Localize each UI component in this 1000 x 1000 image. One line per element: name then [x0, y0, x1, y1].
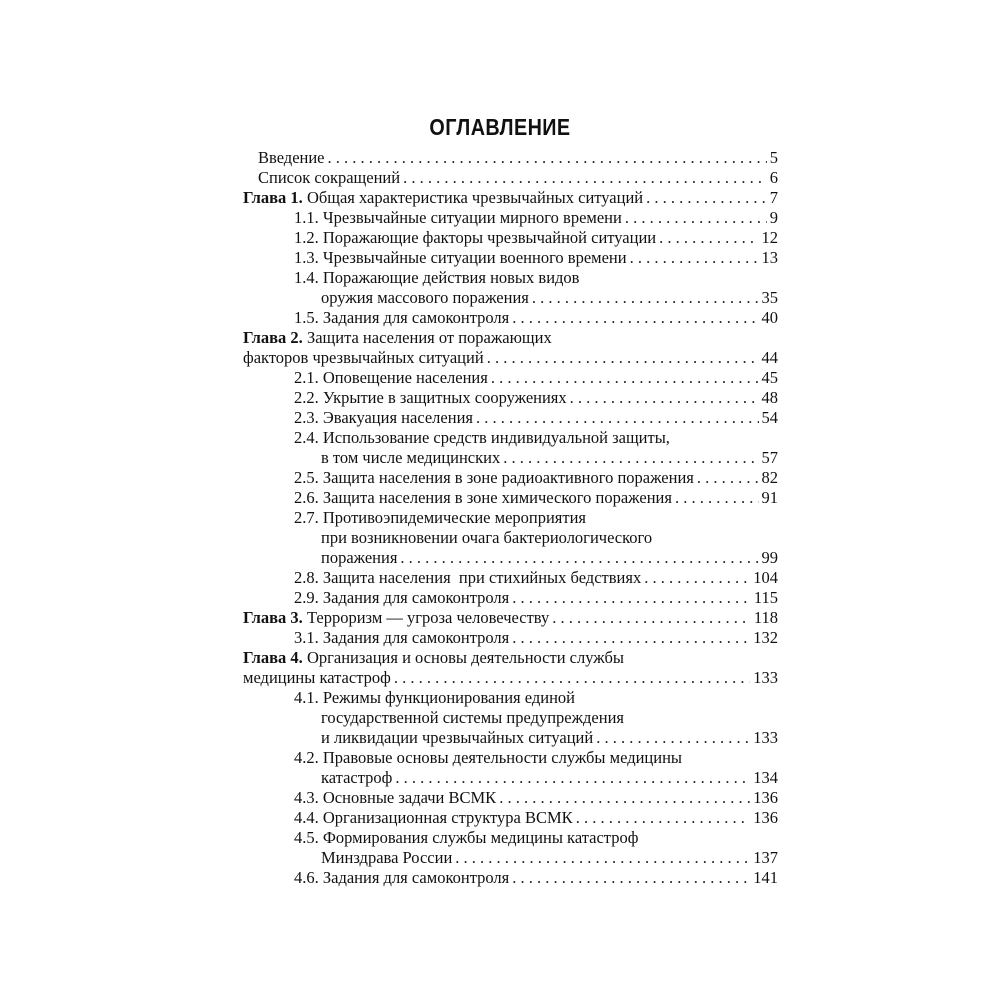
- dot-leader: [532, 288, 759, 308]
- toc-entry-label: государственной системы предупреждения: [321, 708, 624, 727]
- toc-entry-label: Общая характеристика чрезвычайных ситуаций: [306, 188, 644, 207]
- toc-section-2-9[interactable]: [294, 588, 778, 608]
- section-number: 2.5.: [294, 468, 319, 487]
- dot-leader: [512, 588, 751, 608]
- toc-entry-label: Укрытие в защитных сооружениях: [322, 388, 567, 407]
- toc-section-3-1[interactable]: [294, 628, 778, 648]
- page-number: 12: [761, 228, 778, 247]
- toc-entry-abbreviations[interactable]: [258, 168, 778, 188]
- toc-section-4-2[interactable]: [321, 768, 778, 788]
- dot-leader: [596, 728, 750, 748]
- toc-section-2-6[interactable]: [294, 488, 778, 508]
- dot-leader: [697, 468, 759, 488]
- page-number: 35: [761, 288, 778, 307]
- section-number: 2.6.: [294, 488, 319, 507]
- toc-section-2-2[interactable]: [294, 388, 778, 408]
- dot-leader: [659, 228, 758, 248]
- dot-leader: [644, 568, 750, 588]
- page-number: 57: [761, 448, 778, 467]
- toc-section-2-3[interactable]: [294, 408, 778, 428]
- page-number: 45: [761, 368, 778, 387]
- section-number: 1.2.: [294, 228, 319, 247]
- toc-section-4-5[interactable]: [321, 848, 778, 868]
- section-number: 4.4.: [294, 808, 319, 827]
- page-number: 132: [753, 628, 778, 647]
- toc-section-2-1[interactable]: [294, 368, 778, 388]
- toc-chapter-1[interactable]: [243, 188, 778, 208]
- toc-entry-label: Терроризм — угроза человечеству: [306, 608, 550, 627]
- dot-leader: [328, 148, 767, 168]
- page-number: 91: [761, 488, 778, 507]
- page-number: 133: [753, 668, 778, 687]
- toc-section-1-1[interactable]: [294, 208, 778, 228]
- toc-entry-label: Задания для самоконтроля: [322, 588, 510, 607]
- toc-section-4-5-line1[interactable]: [294, 828, 638, 848]
- dot-leader: [552, 608, 751, 628]
- section-number: 4.2.: [294, 748, 319, 767]
- dot-leader: [403, 168, 767, 188]
- section-number: 1.4.: [294, 268, 319, 287]
- dot-leader: [394, 668, 750, 688]
- toc-entry-label: поражения: [321, 548, 398, 567]
- toc-entry-label: Защита населения при стихийных бедствиях: [322, 568, 642, 587]
- toc-entry-label: Чрезвычайные ситуации военного времени: [322, 248, 627, 267]
- page-number: 5: [769, 148, 778, 167]
- toc-entry-label: и ликвидации чрезвычайных ситуаций: [321, 728, 594, 747]
- page-number: 82: [761, 468, 778, 487]
- toc-section-2-8[interactable]: [294, 568, 778, 588]
- toc-entry-label: Режимы функционирования единой: [322, 688, 575, 707]
- toc-section-4-3[interactable]: [294, 788, 778, 808]
- section-number: 4.1.: [294, 688, 319, 707]
- toc-entry-label: Защита населения в зоне радиоактивного поражения: [322, 468, 694, 487]
- section-number: 2.3.: [294, 408, 319, 427]
- dot-leader: [487, 348, 759, 368]
- toc-entry-label: оружия массового поражения: [321, 288, 529, 307]
- dot-leader: [455, 848, 750, 868]
- page-number: 9: [769, 208, 778, 227]
- page-number: 99: [761, 548, 778, 567]
- toc-entry-label: Защита населения в зоне химического поражения: [322, 488, 672, 507]
- toc-section-2-4-line1[interactable]: [294, 428, 670, 448]
- toc-section-4-2-line1[interactable]: [294, 748, 682, 768]
- toc-entry-label: Задания для самоконтроля: [322, 868, 510, 887]
- section-number: 1.1.: [294, 208, 319, 227]
- page-number: 136: [753, 788, 778, 807]
- toc-section-1-5[interactable]: [294, 308, 778, 328]
- toc-section-2-4[interactable]: [321, 448, 778, 468]
- chapter-prefix: Глава 1.: [243, 188, 303, 207]
- page-number: 141: [753, 868, 778, 887]
- page-number: 48: [761, 388, 778, 407]
- dot-leader: [512, 868, 750, 888]
- section-number: 1.5.: [294, 308, 319, 327]
- toc-section-1-4[interactable]: [321, 288, 778, 308]
- chapter-prefix: Глава 4.: [243, 648, 303, 667]
- toc-entry-label: Чрезвычайные ситуации мирного времени: [322, 208, 622, 227]
- page-number: 137: [753, 848, 778, 867]
- page-number: 118: [753, 608, 778, 627]
- toc-entry-label: Основные задачи ВСМК: [322, 788, 497, 807]
- toc-entry-label: Эвакуация населения: [322, 408, 473, 427]
- toc-entry-label: Противоэпидемические мероприятия: [322, 508, 587, 527]
- toc-entry-label: катастроф: [321, 768, 393, 787]
- section-number: 2.1.: [294, 368, 319, 387]
- toc-entry-label: Поражающие факторы чрезвычайной ситуации: [322, 228, 657, 247]
- toc-section-4-4[interactable]: [294, 808, 778, 828]
- toc-entry-label: Формирования службы медицины катастроф: [322, 828, 639, 847]
- page-number: 115: [753, 588, 778, 607]
- section-number: 4.5.: [294, 828, 319, 847]
- page-number: 44: [761, 348, 778, 367]
- section-number: 2.8.: [294, 568, 319, 587]
- toc-entry-label: Организация и основы деятельности службы: [306, 648, 624, 667]
- toc-section-4-1-line2[interactable]: [321, 708, 624, 728]
- dot-leader: [400, 548, 758, 568]
- dot-leader: [675, 488, 759, 508]
- page-number: 40: [761, 308, 778, 327]
- section-number: 2.9.: [294, 588, 319, 607]
- page-number: 134: [753, 768, 778, 787]
- toc-section-2-7-line2[interactable]: [321, 528, 652, 548]
- toc-chapter-3[interactable]: [243, 608, 778, 628]
- dot-leader: [625, 208, 767, 228]
- page-number: 133: [753, 728, 778, 747]
- toc-section-4-6[interactable]: [294, 868, 778, 888]
- toc-entry-label: Список сокращений: [258, 168, 401, 187]
- toc-section-1-2[interactable]: [294, 228, 778, 248]
- toc-entry-label: при возникновении очага бактериологического: [321, 528, 653, 547]
- page-title: ОГЛАВЛЕНИЕ: [429, 114, 571, 140]
- dot-leader: [503, 448, 758, 468]
- section-number: 3.1.: [294, 628, 319, 647]
- page-number: 54: [761, 408, 778, 427]
- section-number: 4.3.: [294, 788, 319, 807]
- dot-leader: [512, 628, 750, 648]
- chapter-prefix: Глава 2.: [243, 328, 303, 347]
- dot-leader: [476, 408, 759, 428]
- toc-entry-label: Использование средств индивидуальной защиты,: [322, 428, 670, 447]
- toc-section-1-4-line1[interactable]: [294, 268, 579, 288]
- section-number: 2.2.: [294, 388, 319, 407]
- toc-entry-label: Задания для самоконтроля: [322, 628, 510, 647]
- toc-entry-label: Задания для самоконтроля: [322, 308, 510, 327]
- dot-leader: [512, 308, 758, 328]
- page-number: 7: [769, 188, 778, 207]
- dot-leader: [576, 808, 751, 828]
- dot-leader: [395, 768, 750, 788]
- toc-entry-label: Оповещение населения: [322, 368, 488, 387]
- toc-section-4-1[interactable]: [321, 728, 778, 748]
- dot-leader: [646, 188, 767, 208]
- toc-entry-label: факторов чрезвычайных ситуаций: [243, 348, 484, 367]
- dot-leader: [491, 368, 759, 388]
- toc-entry-intro[interactable]: [258, 148, 778, 168]
- toc-entry-label: медицины катастроф: [243, 668, 391, 687]
- toc-section-2-5[interactable]: [294, 468, 778, 488]
- toc-section-2-7[interactable]: [321, 548, 778, 568]
- dot-leader: [499, 788, 750, 808]
- section-number: 1.3.: [294, 248, 319, 267]
- toc-entry-label: в том числе медицинских: [321, 448, 501, 467]
- toc-entry-label: Поражающие действия новых видов: [322, 268, 580, 287]
- toc-entry-label: Защита населения от поражающих: [306, 328, 552, 347]
- dot-leader: [570, 388, 759, 408]
- toc-entry-label: Минздрава России: [321, 848, 453, 867]
- page-number: 136: [753, 808, 778, 827]
- toc-chapter-4-line1[interactable]: [243, 648, 624, 668]
- toc-section-4-1-line1[interactable]: [294, 688, 575, 708]
- page-number: 6: [769, 168, 778, 187]
- toc-entry-label: Правовые основы деятельности службы медицины: [322, 748, 682, 767]
- page-number: 13: [761, 248, 778, 267]
- toc-chapter-2-line1[interactable]: [243, 328, 552, 348]
- section-number: 4.6.: [294, 868, 319, 887]
- toc-chapter-2[interactable]: [243, 348, 778, 368]
- section-number: 2.7.: [294, 508, 319, 527]
- toc-chapter-4[interactable]: [243, 668, 778, 688]
- chapter-prefix: Глава 3.: [243, 608, 303, 627]
- toc-section-1-3[interactable]: [294, 248, 778, 268]
- page-number: 104: [753, 568, 778, 587]
- toc-entry-label: Организационная структура ВСМК: [322, 808, 573, 827]
- section-number: 2.4.: [294, 428, 319, 447]
- dot-leader: [630, 248, 759, 268]
- toc-section-2-7-line1[interactable]: [294, 508, 586, 528]
- toc-entry-label: Введение: [258, 148, 325, 167]
